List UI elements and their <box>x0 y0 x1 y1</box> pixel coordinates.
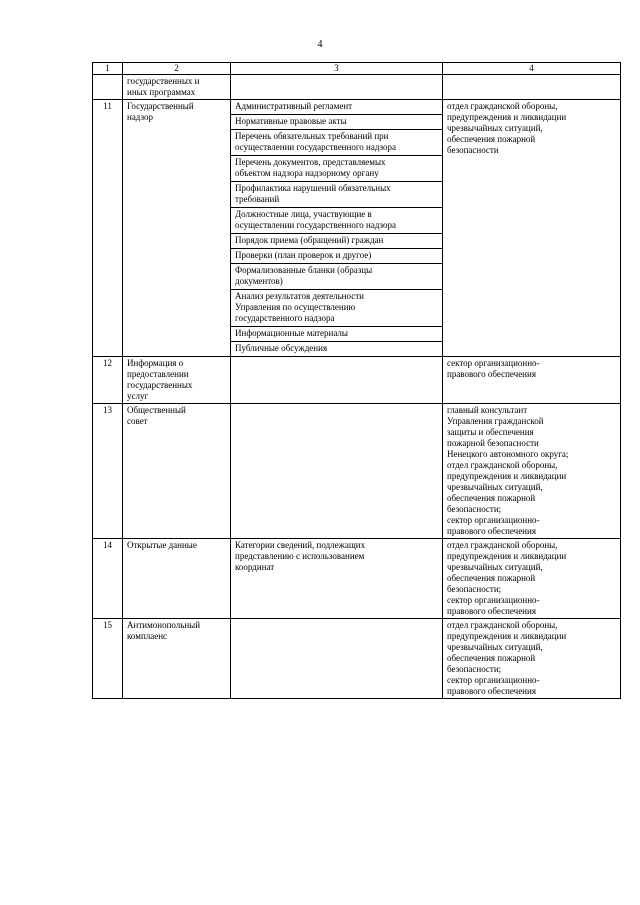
row-number: 13 <box>93 404 123 539</box>
row-number: 11 <box>93 100 123 357</box>
continuation-row <box>93 75 621 100</box>
row-number: 14 <box>93 539 123 619</box>
sub-item: Административный регламент <box>231 100 442 115</box>
table-row <box>93 619 621 699</box>
continuation-section: государственных и иных программах <box>127 76 200 97</box>
section-name: Информация о предоставлении государственных услуг <box>127 358 193 401</box>
sub-item: Формализованные бланки (образцы документов) <box>231 264 442 290</box>
sub-item: Нормативные правовые акты <box>231 115 442 130</box>
responsible: сектор организационно- правового обеспечения <box>447 358 540 379</box>
header-row <box>93 63 621 75</box>
page-number: 4 <box>317 39 323 50</box>
section-name: Антимонопольный комплаенс <box>127 620 201 641</box>
header-col-2: 2 <box>123 63 231 75</box>
row-number: 15 <box>93 619 123 699</box>
table-row <box>93 539 621 619</box>
sub-item: Порядок приема (обращений) граждан <box>231 234 442 249</box>
sub-item: Категории сведений, подлежащих представлению с использованием координат <box>235 540 366 572</box>
responsible: отдел гражданской обороны, предупреждения и ликвидации чрезвычайных ситуаций, обеспечения пожарной безопасности <box>447 101 567 155</box>
responsible: отдел гражданской обороны, предупреждения и ликвидации чрезвычайных ситуаций, обеспечения пожарной безопасности; сектор организационно- правового обеспечения <box>447 540 567 616</box>
header-col-4: 4 <box>443 63 621 75</box>
responsible: главный консультант Управления гражданской защиты и обеспечения пожарной безопасности Ненецкого автономного округа; отдел гражданской обороны, предупреждения и ликвидации чрезвычайных ситуаций, обеспечения пожарной безопасности; сектор организационно- правового обеспечения <box>447 405 569 536</box>
sub-item: Профилактика нарушений обязательных требований <box>231 182 442 208</box>
sub-item: Информационные материалы <box>231 327 442 342</box>
table-row <box>93 357 621 404</box>
sub-item: Проверки (план проверок и другое) <box>231 249 442 264</box>
responsible: отдел гражданской обороны, предупреждения и ликвидации чрезвычайных ситуаций, обеспечения пожарной безопасности; сектор организационно- правового обеспечения <box>447 620 567 696</box>
header-col-3: 3 <box>231 63 443 75</box>
section-name: Государственный надзор <box>127 101 194 122</box>
table-row <box>93 404 621 539</box>
sub-item: Перечень обязательных требований при осуществлении государственного надзора <box>231 130 442 156</box>
sub-item: Публичные обсуждения <box>235 343 328 353</box>
section-name: Открытые данные <box>127 540 197 550</box>
document-table <box>92 62 621 699</box>
sub-item: Перечень документов, представляемых объектом надзора надзорному органу <box>231 156 442 182</box>
sub-item: Должностные лица, участвующие в осуществлении государственного надзора <box>231 208 442 234</box>
header-col-1: 1 <box>93 63 123 75</box>
sub-item: Анализ результатов деятельности Управления по осуществлению государственного надзора <box>231 290 442 327</box>
row-number: 12 <box>93 357 123 404</box>
section-name: Общественный совет <box>127 405 186 426</box>
table-row <box>93 100 621 357</box>
